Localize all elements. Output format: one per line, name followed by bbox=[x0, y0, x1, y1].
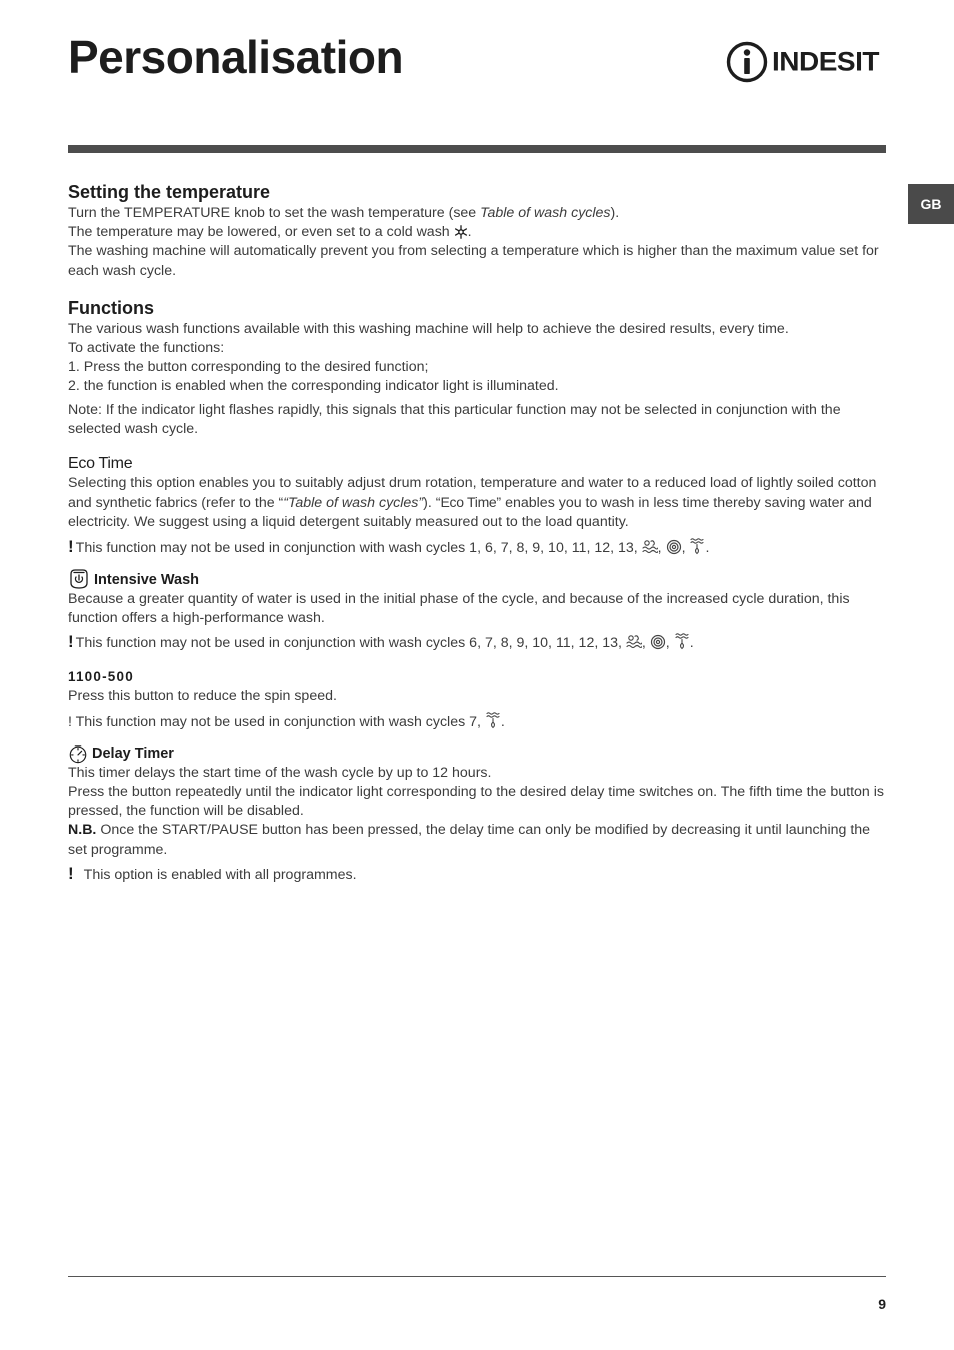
spin-icon bbox=[650, 634, 666, 650]
temperature-paragraph-1 bbox=[68, 204, 886, 223]
period: . bbox=[467, 224, 472, 241]
functions-paragraph-1: The various wash functions available with this washing machine will help to achieve the desired results, every time. bbox=[68, 320, 789, 337]
delay-timer-warning bbox=[68, 864, 886, 885]
warning-mark: ! bbox=[68, 863, 74, 883]
ecotime-text-c: ” enables you to wash in less time thereby saving water and electricity. We suggest using a liquid detergent suitably measured out to the load quantity. bbox=[68, 495, 872, 531]
cold-wash-text: The temperature may be lowered, or even set to a cold wash bbox=[68, 224, 450, 241]
indesit-logo-mark bbox=[726, 41, 768, 83]
top-divider bbox=[68, 145, 886, 153]
spin-speed-warning-text: ! This function may not be used in conjunction with wash cycles 7, bbox=[68, 713, 481, 730]
intensive-wash-description: Because a greater quantity of water is used in the initial phase of the cycle, and because of the increased cycle duration, this function offers a high-performance wash. bbox=[68, 590, 850, 627]
delay-timer-warning-text: This option is enabled with all programmes. bbox=[83, 866, 357, 883]
ecotime-heading bbox=[68, 454, 886, 474]
spin-speed-label: 1100-500 bbox=[68, 669, 134, 685]
delay-timer-paragraph-2: Press the button repeatedly until the indicator light corresponding to the desired delay time switches on. The fifth time the button is pressed, the function will be disabled. bbox=[68, 784, 884, 820]
temperature-paragraph-2 bbox=[68, 223, 886, 242]
section-ecotime bbox=[68, 454, 886, 558]
ecotime-warning bbox=[68, 537, 886, 558]
ecotime-label: Eco Time bbox=[68, 455, 133, 473]
section-delay-timer bbox=[68, 744, 886, 885]
temperature-text-end: ). bbox=[610, 205, 620, 221]
ecotime-table-reference: “Table of wash cycles” bbox=[283, 495, 424, 512]
bottom-divider bbox=[68, 1276, 886, 1277]
drain-icon bbox=[485, 711, 501, 729]
delay-timer-heading bbox=[68, 744, 886, 764]
warning-mark: ! bbox=[68, 632, 74, 652]
spin-speed-description: Press this button to reduce the spin speed. bbox=[68, 688, 337, 705]
temperature-text: Turn the TEMPERATURE knob to set the wash temperature (see bbox=[68, 205, 481, 221]
intensive-wash-label: Intensive Wash bbox=[94, 571, 200, 588]
functions-paragraph-2: To activate the functions: bbox=[68, 340, 225, 357]
section-intensive-wash bbox=[68, 568, 886, 654]
language-tab: GB bbox=[908, 184, 954, 224]
table-reference: Table of wash cycles bbox=[480, 205, 611, 221]
heading-setting-temperature: Setting the temperature bbox=[68, 182, 271, 202]
ecotime-text-a: Selecting this option enables you to suitably adjust drum rotation, temperature and water to a reduced load of lightly soiled cotton and synthetic fabrics (refer to the “ bbox=[68, 475, 877, 512]
section-functions bbox=[68, 296, 886, 439]
warning-mark: ! bbox=[68, 536, 74, 556]
page-content bbox=[68, 180, 886, 885]
drain-icon bbox=[689, 537, 705, 555]
intensive-wash-warning-text: This function may not be used in conjunction with wash cycles 6, 7, 8, 9, 10, 11, 12, 13, bbox=[75, 635, 622, 652]
section-setting-temperature bbox=[68, 180, 886, 281]
delay-timer-paragraph-1: This timer delays the start time of the wash cycle by up to 12 hours. bbox=[68, 764, 492, 781]
page-title: Personalisation bbox=[68, 31, 404, 83]
comma: , bbox=[665, 635, 674, 652]
intensive-wash-warning bbox=[68, 632, 886, 653]
intensive-wash-icon bbox=[68, 568, 90, 590]
comma: , bbox=[681, 539, 690, 556]
spin-icon bbox=[666, 539, 682, 555]
functions-note: Note: If the indicator light flashes rapidly, this signals that this particular function may not be selected in conjunction with the selected wash cycle. bbox=[68, 401, 841, 437]
wool-icon bbox=[626, 634, 642, 650]
heading-functions: Functions bbox=[68, 297, 154, 318]
ecotime-text-b: ). “ bbox=[423, 495, 441, 512]
delay-timer-nb bbox=[68, 821, 886, 859]
section-spin-speed bbox=[68, 667, 886, 731]
functions-step-2: 2. the function is enabled when the corresponding indicator light is illuminated. bbox=[68, 378, 559, 395]
period: . bbox=[500, 713, 505, 730]
snowflake-icon bbox=[454, 225, 468, 239]
ecotime-inline-label: Eco Time bbox=[440, 494, 497, 511]
delay-timer-label: Delay Timer bbox=[92, 745, 174, 762]
ecotime-description bbox=[68, 474, 886, 533]
comma: , bbox=[657, 539, 666, 556]
nb-label: N.B. bbox=[68, 822, 97, 839]
period: . bbox=[705, 539, 710, 556]
indesit-logo-word: INDESIT bbox=[772, 46, 879, 77]
intensive-wash-heading bbox=[68, 568, 886, 590]
temperature-paragraph-3: The washing machine will automatically prevent you from selecting a temperature which is higher than the maximum value set for each wash cycle. bbox=[68, 243, 879, 279]
comma: , bbox=[641, 635, 650, 652]
functions-step-1: 1. Press the button corresponding to the desired function; bbox=[68, 359, 429, 376]
ecotime-warning-text: This function may not be used in conjunction with wash cycles 1, 6, 7, 8, 9, 10, 11, 12, 13, bbox=[75, 539, 638, 556]
timer-icon bbox=[68, 744, 88, 764]
period: . bbox=[689, 635, 694, 652]
page-number: 9 bbox=[878, 1296, 886, 1312]
wool-icon bbox=[642, 539, 658, 555]
spin-speed-warning bbox=[68, 711, 886, 732]
drain-icon bbox=[674, 632, 690, 650]
nb-text: Once the START/PAUSE button has been pressed, the delay time can only be modified by decreasing it until launching the set programme. bbox=[68, 822, 871, 858]
indesit-logo bbox=[726, 40, 879, 84]
